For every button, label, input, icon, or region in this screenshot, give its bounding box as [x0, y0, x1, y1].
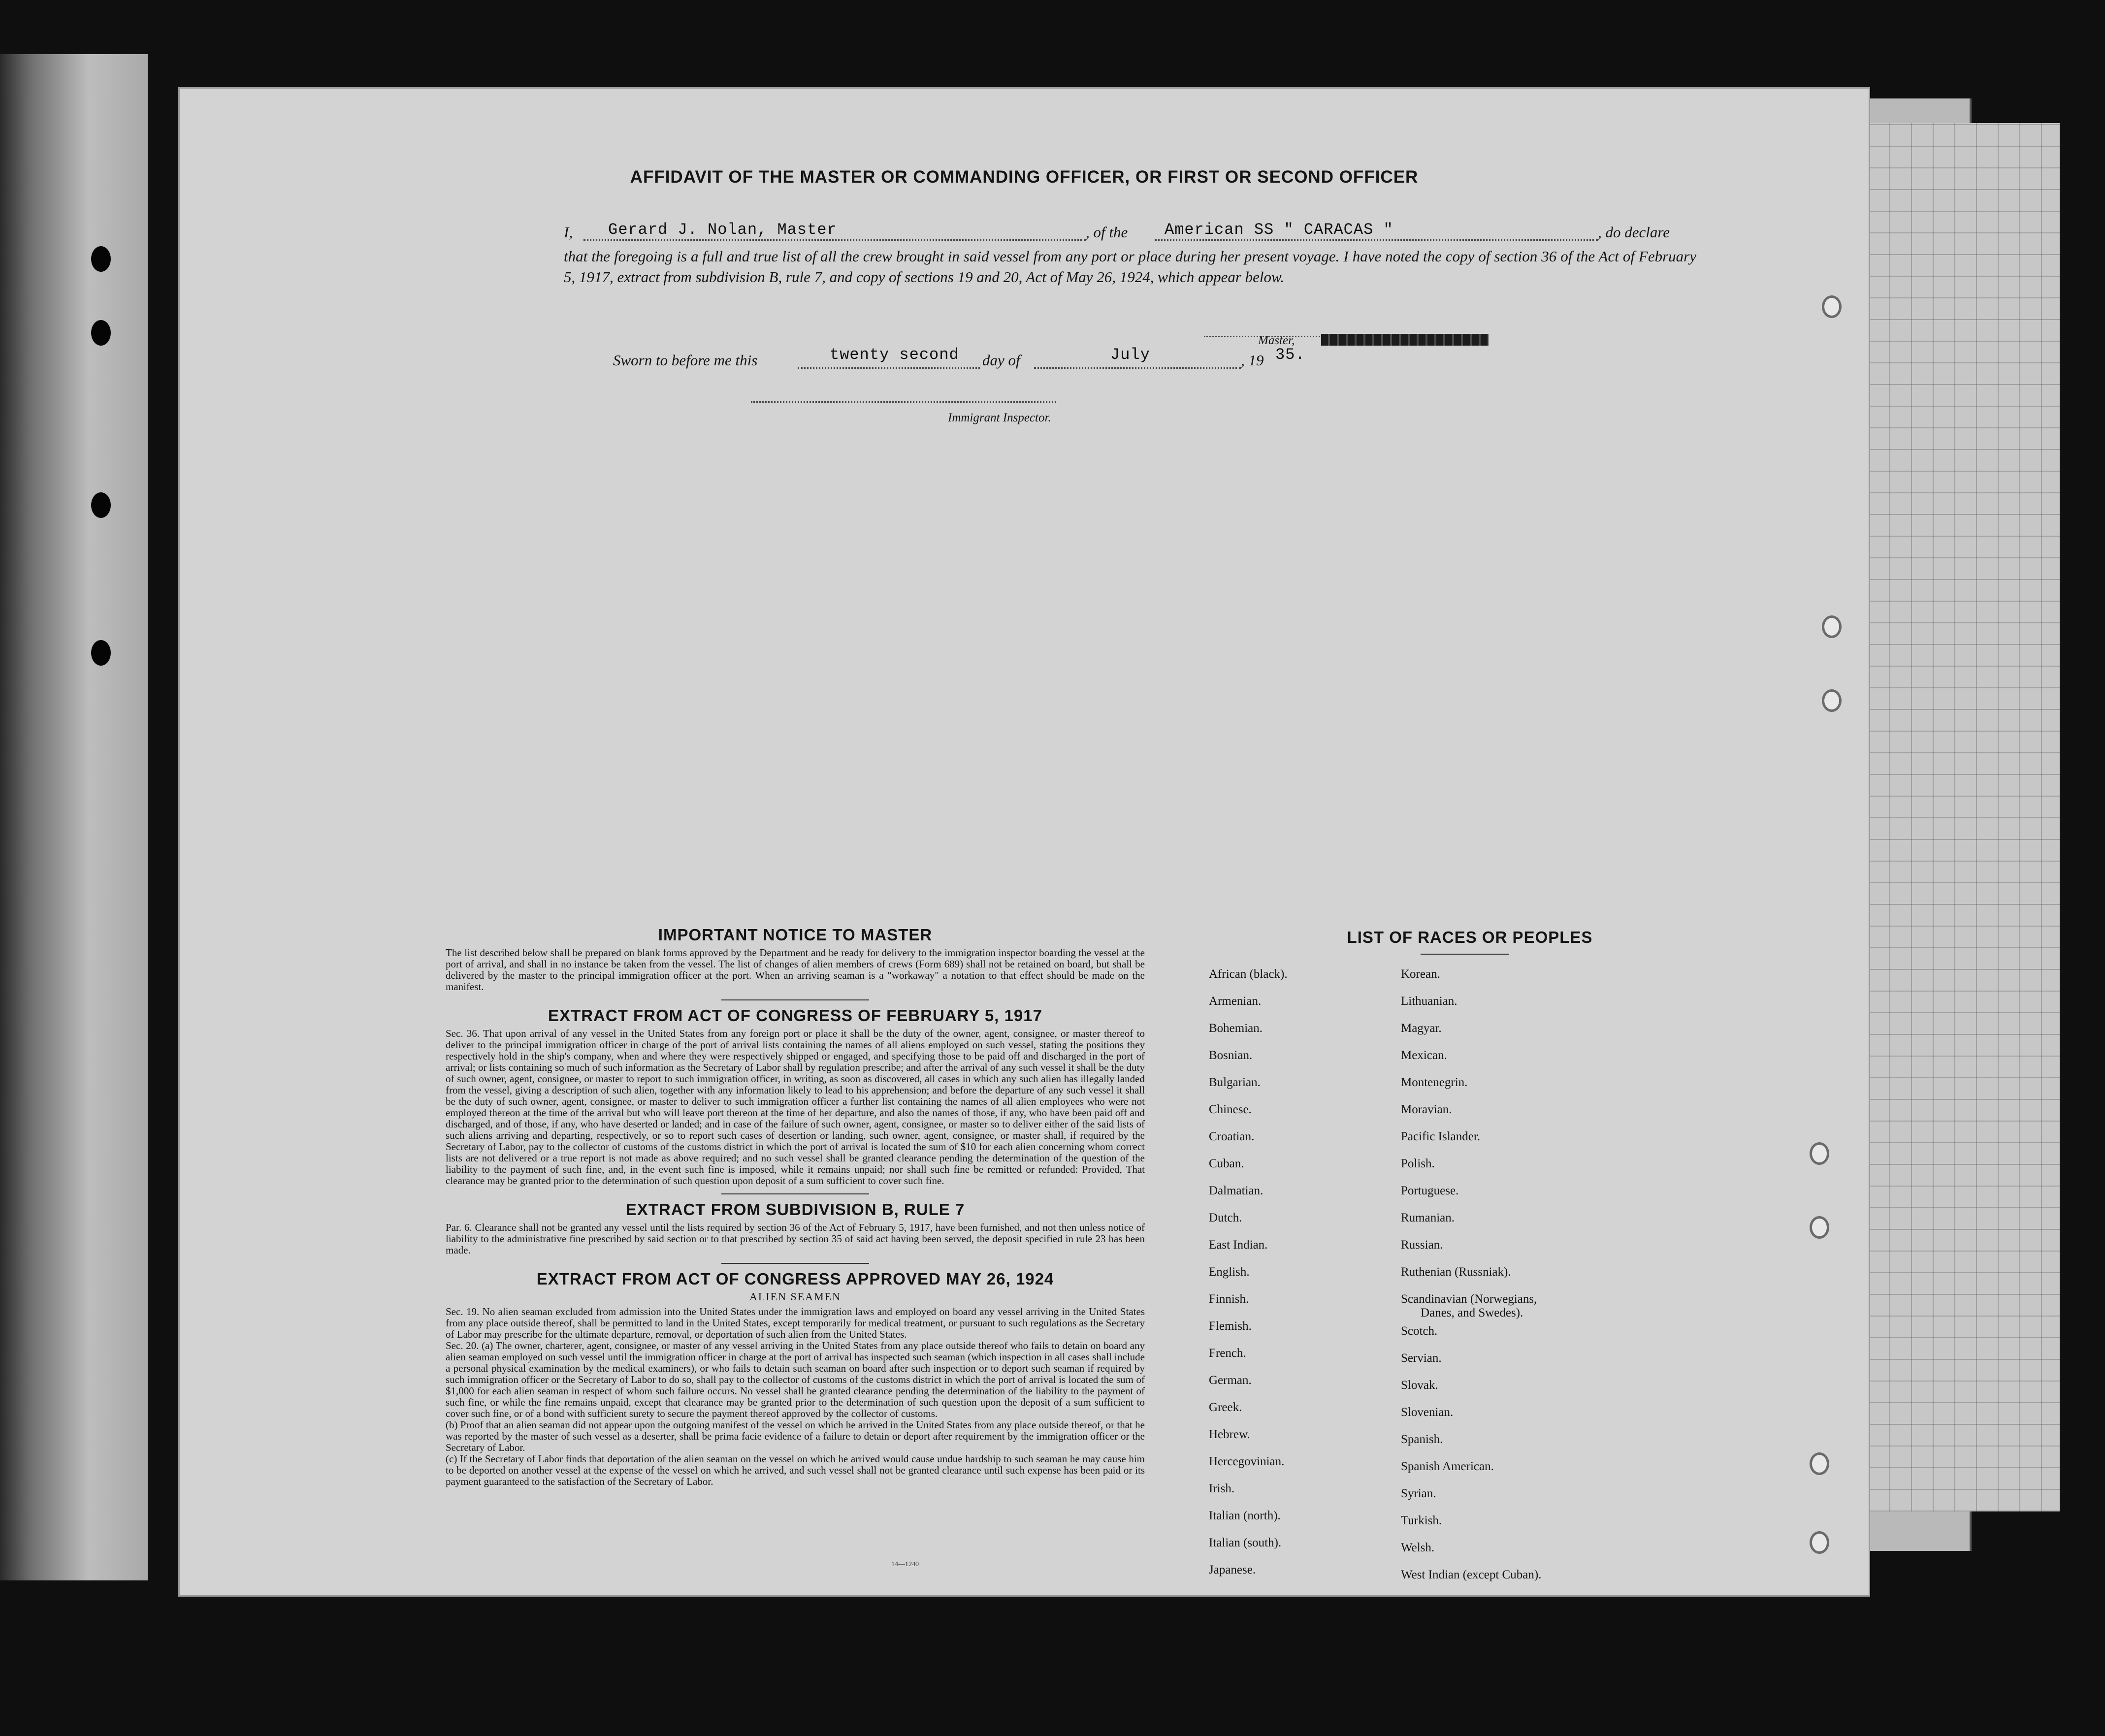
punch-hole [91, 492, 111, 518]
race-left-item: Bulgarian. [1209, 1076, 1261, 1089]
master-name-value: Gerard J. Nolan, Master [608, 221, 837, 239]
race-right-item: Scandinavian (Norwegians, [1401, 1292, 1537, 1306]
year-value: 35. [1275, 346, 1305, 364]
struck-out-text [1321, 334, 1489, 346]
scan-left-strip [0, 54, 148, 1580]
race-left-item: Japanese. [1209, 1563, 1256, 1576]
master-label: Master, [1258, 334, 1295, 347]
race-right-item: Lithuanian. [1401, 995, 1457, 1008]
sec20c-body: (c) If the Secretary of Labor finds that deportation of the alien seaman on the vessel on which he arrived would cause undue hardship to such seaman he may cause him to be deported on another vessel at the expense of the vessel on which he arrived, and such vessel shall not be granted clearance until such expense has been paid or its payment guaranteed to the satisfaction of the Secretary of Labor. [446, 1453, 1145, 1487]
race-right-item: Korean. [1401, 967, 1440, 981]
race-right-item: Moravian. [1401, 1103, 1452, 1116]
month-underline [1034, 367, 1241, 369]
race-right-item: Slovenian. [1401, 1406, 1454, 1419]
day-value: twenty second [830, 346, 959, 364]
race-left-item: Italian (north). [1209, 1509, 1281, 1522]
notice-title: IMPORTANT NOTICE TO MASTER [658, 926, 933, 944]
race-right-item: Russian. [1401, 1238, 1443, 1252]
race-left-item: Dutch. [1209, 1211, 1242, 1224]
race-left-item: Flemish. [1209, 1319, 1252, 1333]
race-left-item: Italian (south). [1209, 1536, 1282, 1549]
races-title: LIST OF RACES OR PEOPLES [1347, 928, 1593, 946]
manifest-page [180, 89, 1869, 1595]
extract-rule7-title: EXTRACT FROM SUBDIVISION B, RULE 7 [625, 1200, 965, 1219]
race-left-item: English. [1209, 1265, 1250, 1279]
race-right-item: Spanish. [1401, 1433, 1443, 1446]
binder-ring [1810, 1216, 1829, 1239]
race-left-item: Hercegovinian. [1209, 1455, 1285, 1468]
race-right-item: Pacific Islander. [1401, 1130, 1481, 1143]
race-left-item: Dalmatian. [1209, 1184, 1263, 1197]
underlying-grid-sheet [1866, 123, 2060, 1511]
binder-ring [1810, 1531, 1829, 1554]
race-right-item: Slovak. [1401, 1379, 1438, 1392]
extract-1917-title: EXTRACT FROM ACT OF CONGRESS OF FEBRUARY 5, 1917 [548, 1006, 1042, 1025]
affidavit-body: that the foregoing is a full and true list of all the crew brought in said vessel from any port or place during her present voyage. I have noted the copy of section 36 of the Act of February 5, 1917, extract from subdivision B, rule 7, and copy of sections 19 and 20, Act of May 26, 1924, which appear below. [564, 248, 1696, 286]
race-left-item: French. [1209, 1347, 1246, 1360]
section-divider [721, 1193, 869, 1194]
extract-1924-title: EXTRACT FROM ACT OF CONGRESS APPROVED MAY 26, 1924 [536, 1270, 1054, 1288]
race-right-item: Rumanian. [1401, 1211, 1455, 1224]
extract-1917-body: Sec. 36. That upon arrival of any vessel in the United States from any foreign port or place it shall be the duty of the owner, agent, consignee, or master thereof to deliver to the principal immigration officer in charge of the port of arrival lists containing the names of all aliens employed on such vessel, stating the positions they respectively hold in the ship's company, when and where they were respectively shipped or engaged, and specifying those to be paid off and discharged in the port of arrival; or lists containing so much of such information as the Secretary of Labor shall by regulation prescribe; and after the arrival of any such vessel it shall be the duty of such owner, agent, consignee, or master to report to such immigration officer, in writing, as soon as discovered, all cases in which any such alien has illegally landed from the vessel, giving a description of such alien, together with any information likely to lead to his apprehension; and before the departure of any such vessel it shall be the duty of such owner, agent, consignee, or master to deliver to such immigration officer a further list containing the names of all alien employees who were not employed thereon at the time of the arrival but who will leave port thereon at the time of her departure, and also the names of those, if any, who have been paid off and discharged, and of those, if any, who have deserted or landed; and in case of the failure of such owner, agent, consignee, or master so to deliver either of the said lists of such aliens arriving and departing, respectively, or so to report such cases of desertion or landing, such owner, agent, consignee, or master shall, if required by the Secretary of Labor, pay to the collector of customs of the customs district in which the port of arrival is located the sum of $10 for each alien concerning whom correct lists are not delivered or a true report is not made as above required; and no such vessel shall be granted clearance pending the determination of the question of the liability to the payment of such fine, and, in the event such fine is imposed, while it remains unpaid; nor shall such fine be remitted or refunded: Provided, That clearance may be granted prior to the determination of such question upon deposit of a sum sufficient to cover such fine. [446, 1028, 1145, 1187]
sec19-body: Sec. 19. No alien seaman excluded from admission into the United States under the immigration laws and employed on board any vessel arriving in the United States from any place outside thereof, shall be permitted to land in the United States, except temporarily for medical treatment, or pursuant to such regulations as the Secretary of Labor may prescribe for the ultimate departure, removal, or deportation of such alien from the United States. [446, 1306, 1145, 1340]
binder-ring [1822, 615, 1842, 638]
race-right-item: Ruthenian (Russniak). [1401, 1265, 1511, 1279]
punch-hole [91, 246, 111, 272]
binder-ring [1822, 689, 1842, 712]
race-right-item: West Indian (except Cuban). [1401, 1568, 1542, 1581]
day-underline [798, 367, 980, 369]
notice-body: The list described below shall be prepared on blank forms approved by the Department and be ready for delivery to the immigration inspector boarding the vessel at the port of arrival, and shall in no instance be taken from the vessel. The list of changes of alien members of crews (Form 689) shall not be retained on board, but shall be delivered by the master to the principal immigration officer at the port. When an arriving seaman is a "workaway" a notation to that effect should be made on the manifest. [446, 947, 1145, 993]
vessel-underline [1155, 239, 1598, 241]
race-left-item: Armenian. [1209, 995, 1262, 1008]
race-right-item: Spanish American. [1401, 1460, 1494, 1473]
affidavit-intro: I, [564, 224, 573, 241]
binder-ring [1810, 1452, 1829, 1475]
month-value: July [1110, 346, 1150, 364]
race-right-item: Turkish. [1401, 1514, 1442, 1527]
sworn-prefix: Sworn to before me this [613, 352, 758, 369]
race-left-item: Bosnian. [1209, 1049, 1253, 1062]
race-right-item: Welsh. [1401, 1541, 1435, 1554]
declare-label: , do declare [1598, 224, 1670, 241]
extract-rule7-body: Par. 6. Clearance shall not be granted any vessel until the lists required by section 36 of the Act of February 5, 1917, have been furnished, and not then unless notice of liability to the administrative fine prescribed by said section or to that prescribed by section 35 of said act having been served, the deposit specified in rule 23 has been made. [446, 1222, 1145, 1256]
year-prefix: , 19 [1241, 352, 1264, 369]
form-number: 14—1240 [891, 1561, 919, 1568]
race-left-item: African (black). [1209, 967, 1288, 981]
section-divider [721, 1263, 869, 1264]
race-left-item: Hebrew. [1209, 1428, 1250, 1441]
binder-ring [1822, 295, 1842, 318]
sworn-line [613, 346, 1499, 373]
affidavit-declaration-line [564, 221, 1696, 245]
race-right-item: Servian. [1401, 1351, 1442, 1365]
race-right-item: Danes, and Swedes). [1421, 1306, 1523, 1319]
day-of-label: day of [982, 352, 1020, 369]
race-left-item: Cuban. [1209, 1157, 1244, 1170]
punch-hole [91, 640, 111, 666]
race-right-item: Polish. [1401, 1157, 1435, 1170]
binder-ring [1810, 1142, 1829, 1165]
sec20a-body: Sec. 20. (a) The owner, charterer, agent, consignee, or master of any vessel arriving in the United States from any place outside thereof who fails to detain on board any alien seaman employed on such vessel until the immigration officer in charge at the port of arrival has inspected such seaman (which inspection in all cases shall include a personal physical examination by the medical examiners), or who fails to detain such seaman on board after such inspection or to deport such seaman if required by such immigration officer or the Secretary of Labor to do so, shall pay to the collector of customs of the customs district in which the port of arrival is located the sum of $1,000 for each alien seaman in respect of whom such failure occurs. No vessel shall be granted clearance pending the determination of the liability to the payment of such fine, or while the fine remains unpaid, except that clearance may be granted prior to the determination of such question upon the deposit of a sum sufficient to cover such fine, or of a bond with sufficient surety to secure the payment thereof approved by the collector of customs. [446, 1340, 1145, 1419]
race-right-item: Montenegrin. [1401, 1076, 1468, 1089]
inspector-label: Immigrant Inspector. [948, 411, 1051, 424]
affidavit-title: AFFIDAVIT OF THE MASTER OR COMMANDING OFFICER, OR FIRST OR SECOND OFFICER [630, 167, 1419, 187]
name-underline [583, 239, 1086, 241]
race-right-item: Syrian. [1401, 1487, 1436, 1500]
of-the-label: , of the [1086, 224, 1128, 241]
race-right-item: Mexican. [1401, 1049, 1447, 1062]
section-divider [721, 999, 869, 1000]
race-right-item: Magyar. [1401, 1022, 1442, 1035]
vessel-name-value: American SS " CARACAS " [1165, 221, 1393, 239]
race-left-item: Finnish. [1209, 1292, 1249, 1306]
races-title-rule [1421, 954, 1509, 955]
race-left-item: Irish. [1209, 1482, 1235, 1495]
inspector-signature-line [751, 401, 1056, 403]
race-left-item: East Indian. [1209, 1238, 1268, 1252]
alien-seamen-subtitle: ALIEN SEAMEN [749, 1290, 841, 1303]
race-left-item: German. [1209, 1374, 1252, 1387]
race-left-item: Croatian. [1209, 1130, 1255, 1143]
race-right-item: Portuguese. [1401, 1184, 1459, 1197]
punch-hole [91, 320, 111, 346]
race-left-item: Greek. [1209, 1401, 1242, 1414]
notice-column [446, 926, 1145, 1487]
race-left-item: Bohemian. [1209, 1022, 1263, 1035]
race-right-item: Scotch. [1401, 1324, 1438, 1338]
race-left-item: Chinese. [1209, 1103, 1252, 1116]
sec20b-body: (b) Proof that an alien seaman did not appear upon the outgoing manifest of the vessel on which he arrived in the United States from any place outside thereof, or that he was reported by the master of such vessel as a deserter, shall be prima facie evidence of a failure to detain or deport after requirement by the immigration officer or the Secretary of Labor. [446, 1419, 1145, 1453]
